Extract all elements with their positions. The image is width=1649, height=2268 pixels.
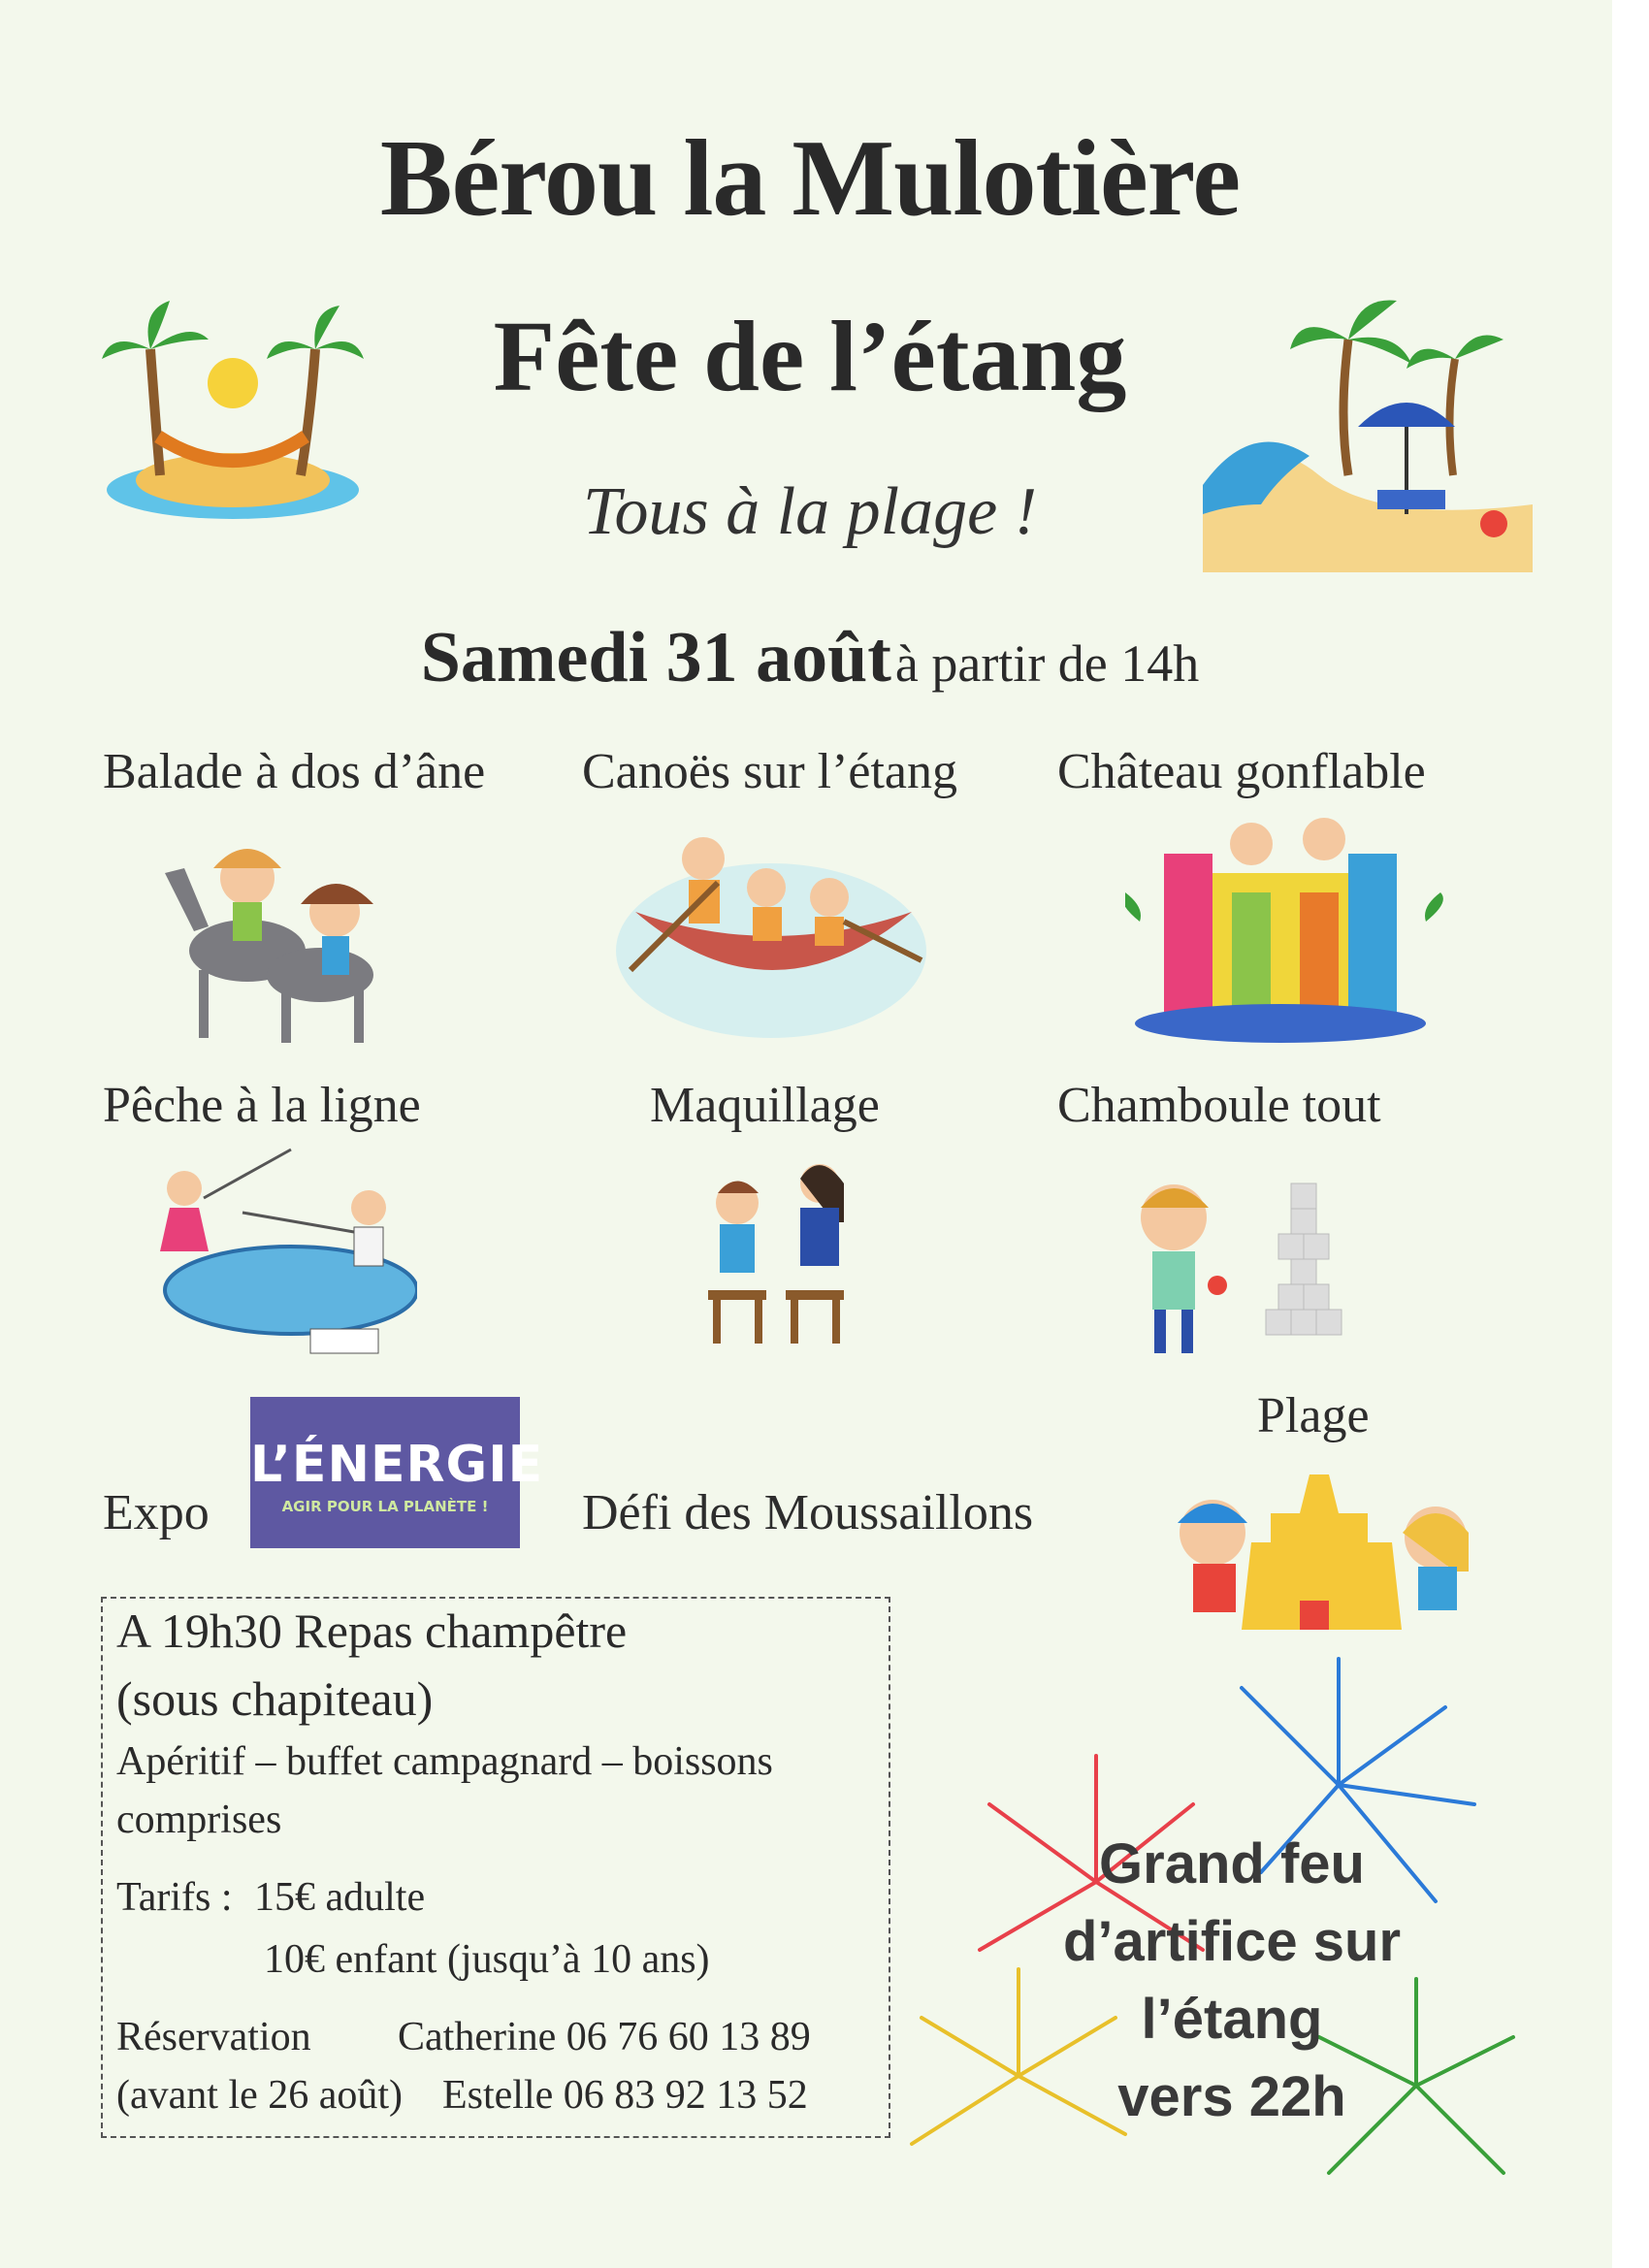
meal-location: (sous chapiteau) bbox=[116, 1671, 434, 1726]
fireworks-line-3: l’étang bbox=[1141, 1988, 1323, 2051]
donkey-ride-icon bbox=[155, 815, 398, 1048]
activity-bouncy-castle: Château gonflable bbox=[1057, 744, 1426, 799]
event-title: Fête de l’étang bbox=[493, 301, 1127, 412]
fireworks-line-4: vers 22h bbox=[1117, 2065, 1346, 2128]
meal-title: A 19h30 Repas champêtre bbox=[116, 1604, 628, 1658]
date-main: Samedi 31 août bbox=[420, 618, 891, 697]
activity-face-painting: Maquillage bbox=[650, 1078, 880, 1133]
meal-menu-cont: comprises bbox=[116, 1798, 282, 1842]
tarif-adult: 15€ adulte bbox=[254, 1875, 426, 1920]
activity-donkey-ride: Balade à dos d’âne bbox=[103, 744, 486, 799]
expo-label: Expo bbox=[103, 1485, 210, 1540]
fireworks-line-2: d’artifice sur bbox=[1062, 1910, 1402, 1973]
expo-logo-subtitle: AGIR POUR LA PLANÈTE ! bbox=[281, 1498, 489, 1515]
island-hammock-icon bbox=[102, 291, 364, 534]
sandcastle-icon bbox=[1164, 1455, 1484, 1649]
plage-label: Plage bbox=[1257, 1388, 1370, 1443]
activity-fishing: Pêche à la ligne bbox=[103, 1078, 421, 1133]
meal-menu: Apéritif – buffet campagnard – boissons bbox=[116, 1739, 773, 1784]
can-tower-icon bbox=[1125, 1164, 1358, 1358]
activity-can-tower: Chamboule tout bbox=[1057, 1078, 1381, 1133]
expo-energie-logo bbox=[250, 1397, 544, 1548]
date-start-time: à partir de 14h bbox=[894, 634, 1200, 693]
tarif-child: 10€ enfant (jusqu’à 10 ans) bbox=[264, 1937, 710, 1982]
tarif-label: Tarifs : bbox=[116, 1875, 233, 1920]
reservation-contact-2: Estelle 06 83 92 13 52 bbox=[442, 2073, 808, 2118]
reservation-contact-1: Catherine 06 76 60 13 89 bbox=[398, 2015, 811, 2059]
reservation-deadline: (avant le 26 août) bbox=[116, 2073, 404, 2118]
beach-umbrella-icon bbox=[1203, 281, 1533, 572]
reservation-label: Réservation bbox=[116, 2015, 311, 2059]
fishing-icon bbox=[146, 1145, 417, 1358]
town-title: Bérou la Mulotière bbox=[379, 118, 1241, 239]
tagline: Tous à la plage ! bbox=[582, 474, 1038, 549]
bouncy-castle-icon bbox=[1125, 815, 1445, 1048]
canoe-icon bbox=[611, 805, 931, 1048]
date-line bbox=[0, 617, 1620, 699]
fireworks-line-1: Grand feu bbox=[1099, 1832, 1365, 1895]
expo-logo-title: L’ÉNERGIE bbox=[250, 1436, 544, 1494]
face-painting-icon bbox=[698, 1154, 873, 1348]
activity-canoe: Canoës sur l’étang bbox=[582, 744, 958, 799]
defi-label: Défi des Moussaillons bbox=[582, 1485, 1034, 1540]
